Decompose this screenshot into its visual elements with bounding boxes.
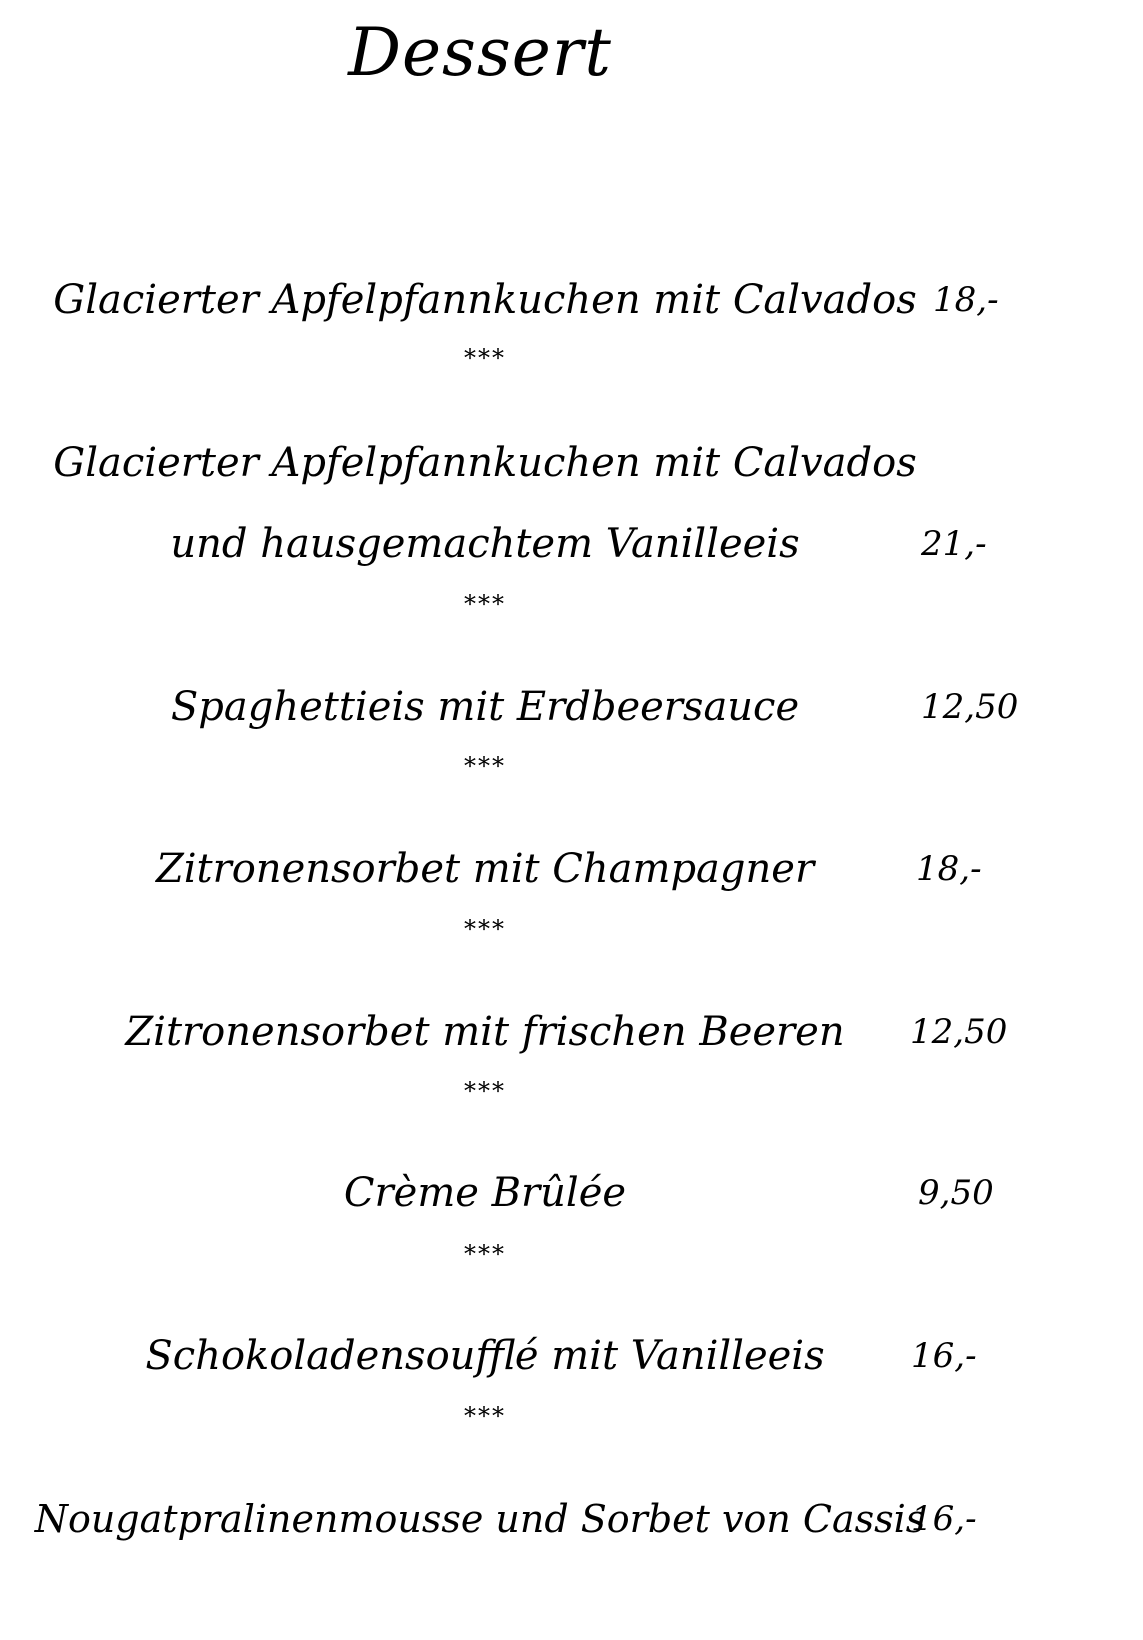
menu-item-name: Glacierter Apfelpfannkuchen mit Calvados: [53, 277, 917, 323]
separator: ***: [464, 1240, 506, 1268]
menu-item-price: 9,50: [918, 1173, 994, 1213]
menu-item-price: 12,50: [921, 687, 1019, 727]
menu-item-price: 21,-: [921, 524, 987, 564]
menu-item-price: 16,-: [911, 1499, 977, 1539]
separator: ***: [464, 1077, 506, 1105]
menu-item-name: Spaghettieis mit Erdbeersauce: [170, 684, 800, 730]
separator: ***: [464, 915, 506, 943]
separator: ***: [464, 590, 506, 618]
page-title: Dessert: [348, 14, 612, 91]
separator: ***: [464, 344, 506, 372]
separator: ***: [464, 1402, 506, 1430]
menu-item-name-line-2: und hausgemachtem Vanilleeis: [170, 521, 800, 567]
menu-item-name: Zitronensorbet mit Champagner: [155, 846, 815, 892]
menu-item-price: 18,-: [933, 280, 999, 320]
menu-item-price: 18,-: [916, 849, 982, 889]
menu-item-price: 12,50: [910, 1012, 1008, 1052]
menu-item-name: Glacierter Apfelpfannkuchen mit Calvados: [53, 440, 917, 486]
menu-item-price: 16,-: [911, 1336, 977, 1376]
menu-item-name: Zitronensorbet mit frischen Beeren: [125, 1009, 845, 1055]
menu-item-name: Nougatpralinenmousse und Sorbet von Cassis: [34, 1497, 926, 1541]
menu-item-name: Schokoladensoufflé mit Vanilleeis: [145, 1333, 825, 1379]
separator: ***: [464, 752, 506, 780]
menu-item-name: Crème Brûlée: [343, 1170, 627, 1216]
